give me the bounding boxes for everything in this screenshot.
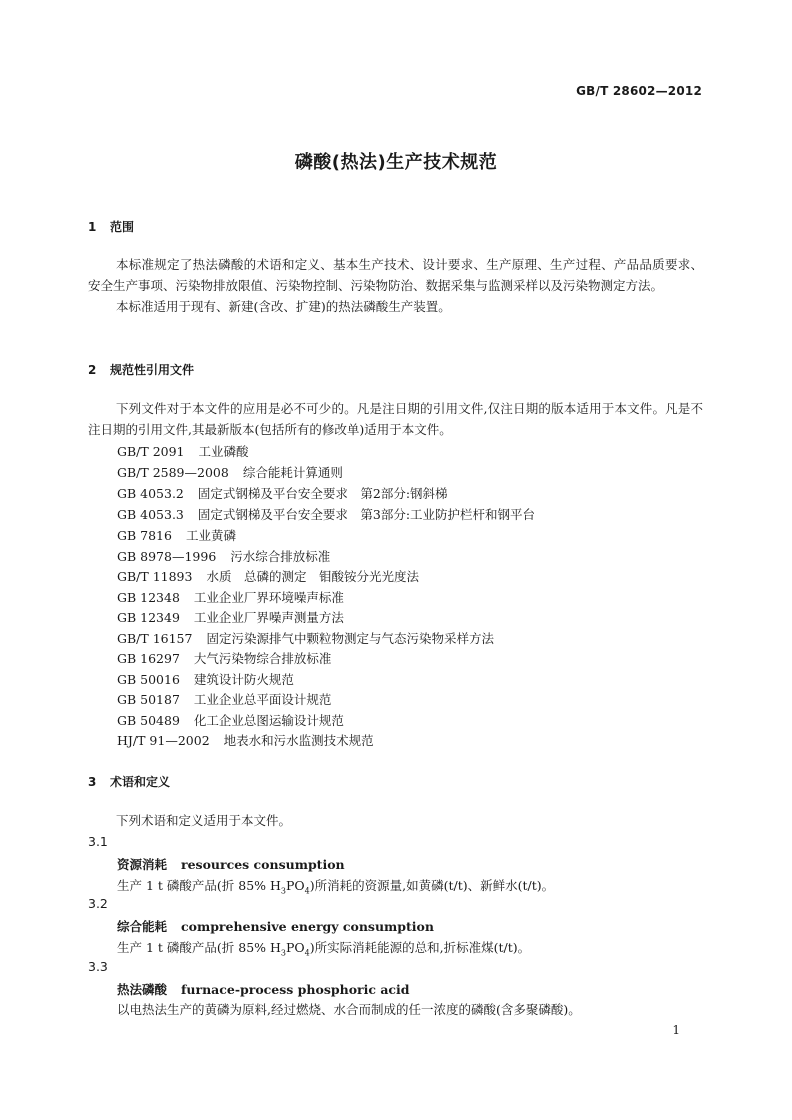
terms-intro-text: 下列术语和定义适用于本文件。 [116,813,292,828]
terms-intro [88,810,703,831]
document-title: 磷酸(热法)生产技术规范 [294,152,498,173]
reference-name: 化工企业总图运输设计规范 [193,713,344,728]
reference-code: GB 50016 [117,672,180,687]
reference-item [117,670,294,688]
definition-text: 生产 1 t 磷酸产品(折 85% H [117,878,281,893]
page-number: 1 [672,1023,680,1037]
reference-item [117,690,331,708]
subscript: 4 [304,886,310,896]
section-number: 1 [88,220,97,234]
reference-code: GB/T 2091 [117,444,185,459]
reference-name: 工业黄磷 [185,528,236,543]
reference-item [117,629,494,647]
reference-code: GB 7816 [117,528,172,543]
reference-name: 工业企业总平面设计规范 [193,692,332,707]
reference-item [117,505,535,523]
reference-item [117,442,249,460]
reference-item [117,588,344,606]
reference-code: GB 4053.3 [117,507,184,522]
reference-code: GB 50187 [117,692,180,707]
scope-applicability-text: 本标准适用于现有、新建(含改、扩建)的热法磷酸生产装置。 [116,299,451,314]
reference-item [117,547,330,565]
term-chinese: 热法磷酸 [117,982,168,997]
scope-paragraph [88,254,703,317]
term-chinese: 综合能耗 [117,919,168,934]
term-chinese: 资源消耗 [117,857,168,872]
subscript: 3 [280,948,286,958]
reference-code: GB 12349 [117,610,180,625]
term-definition: 以电热法生产的黄磷为原料,经过燃烧、水合而制成的任一浓度的磷酸(含多聚磷酸)。 [117,1002,581,1017]
term-heading [117,980,410,998]
reference-name: 工业企业厂界噪声测量方法 [193,610,344,625]
section-heading-terms-definitions [88,773,170,790]
reference-name: 工业磷酸 [198,444,249,459]
section-title: 术语和定义 [110,775,171,789]
reference-name: 大气污染物综合排放标准 [193,651,332,666]
reference-name: 地表水和污水监测技术规范 [223,733,374,748]
term-heading [117,917,434,935]
definition-text: )所实际消耗能源的总和,折标准煤(t/t)。 [309,940,531,955]
scope-text: 本标准规定了热法磷酸的术语和定义、基本生产技术、设计要求、生产原理、生产过程、产品品质要求、安全生产事项、污染物排放限值、污染物控制、污染物防治、数据采集与监测采样以及污染物测定方法。 [88,257,703,293]
references-intro-text: 下列文件对于本文件的应用是必不可少的。凡是注日期的引用文件,仅注日期的版本适用于本文件。凡是不注日期的引用文件,其最新版本(包括所有的修改单)适用于本文件。 [88,401,703,437]
reference-name: 综合能耗计算通则 [242,465,343,480]
section-heading-normative-references [88,361,194,378]
subscript: 4 [304,948,310,958]
reference-item [117,567,419,585]
reference-item [117,649,331,667]
reference-code: GB 50489 [117,713,180,728]
term-number: 3.3 [88,959,108,974]
reference-name: 建筑设计防火规范 [193,672,294,687]
term-definition [117,938,530,958]
section-heading-scope [88,218,134,235]
term-english: comprehensive energy consumption [181,919,434,934]
reference-code: GB 16297 [117,651,180,666]
reference-name: 工业企业厂界环境噪声标准 [193,590,344,605]
section-title: 范围 [110,220,135,234]
references-intro [88,398,703,440]
subscript: 3 [280,886,286,896]
reference-code: GB/T 16157 [117,631,193,646]
term-number: 3.2 [88,896,108,911]
definition-text: )所消耗的资源量,如黄磷(t/t)、新鲜水(t/t)。 [309,878,555,893]
section-title: 规范性引用文件 [110,363,195,377]
reference-name: 污水综合排放标准 [230,549,331,564]
reference-item [117,608,344,626]
reference-code: GB 12348 [117,590,180,605]
section-number: 3 [88,775,97,789]
definition-text: 生产 1 t 磷酸产品(折 85% H [117,940,281,955]
reference-name: 固定式钢梯及平台安全要求 第2部分:钢斜梯 [197,486,448,501]
reference-item [117,526,236,544]
reference-name: 固定污染源排气中颗粒物测定与气态污染物采样方法 [206,631,494,646]
reference-item [117,484,448,502]
reference-name: 固定式钢梯及平台安全要求 第3部分:工业防护栏杆和钢平台 [197,507,536,522]
reference-item [117,711,344,729]
reference-item [117,731,374,749]
reference-code: GB/T 2589—2008 [117,465,229,480]
reference-code: GB 4053.2 [117,486,184,501]
reference-item [117,463,343,481]
reference-code: GB/T 11893 [117,569,193,584]
term-english: resources consumption [181,857,345,872]
term-english: furnace-process phosphoric acid [181,982,410,997]
reference-code: HJ/T 91—2002 [117,733,210,748]
section-number: 2 [88,363,97,377]
term-heading [117,855,345,873]
term-number: 3.1 [88,834,108,849]
reference-code: GB 8978—1996 [117,549,217,564]
definition-text: PO [286,940,305,955]
standard-code: GB/T 28602—2012 [576,84,702,98]
term-definition [117,876,554,896]
definition-text: PO [286,878,305,893]
reference-name: 水质 总磷的测定 钼酸铵分光光度法 [206,569,419,584]
